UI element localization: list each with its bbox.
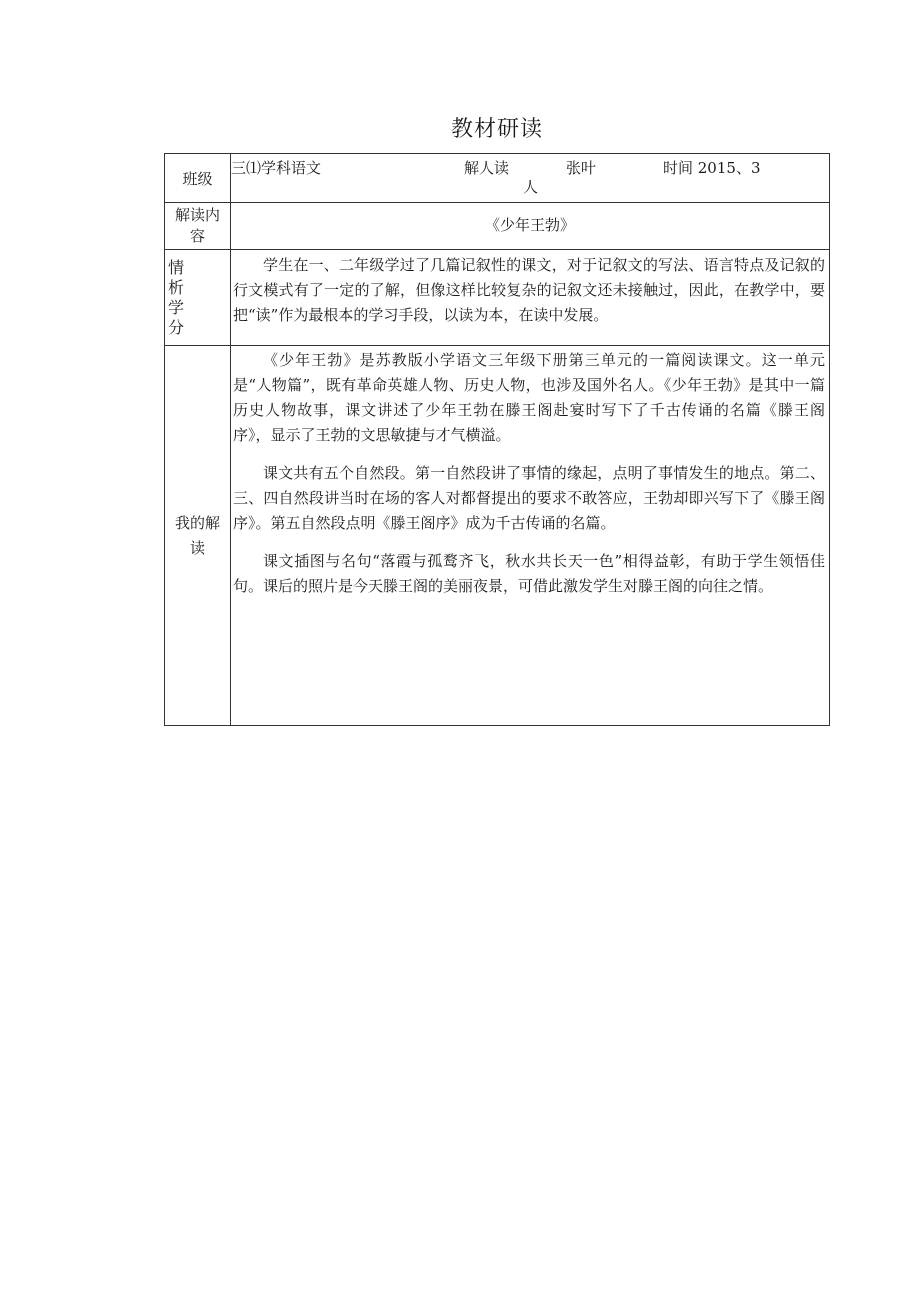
analysis-content [231, 250, 830, 346]
reading-content [231, 346, 830, 726]
reader-name: 张叶 [566, 159, 597, 177]
reading-label [165, 346, 231, 726]
analysis-label-char-1: 情 [168, 258, 185, 277]
reading-paragraph-2: 课文共有五个自然段。第一自然段讲了事情的缘起，点明了事情发生的地点。第二、三、四自然段讲当时在场的客人对都督提出的要求不敢答应，王勃却即兴写下了《滕王阁序》。第五自然段点明《滕王阁序》成为千古传诵的名篇。 [233, 464, 825, 532]
document-title: 教材研读 [450, 117, 543, 142]
class-label: 班级 [165, 154, 231, 203]
content-value: 《少年王勃》 [231, 203, 830, 250]
analysis-label-char-2: 析 [168, 278, 185, 297]
time-value: 时间 2015、3 [663, 159, 761, 177]
reading-paragraph-3: 课文插图与名句“落霞与孤鹜齐飞，秋水共长天一色”相得益彰，有助于学生领悟佳句。课后的照片是今天滕王阁的美丽夜景，可借此激发学生对滕王阁的向往之情。 [233, 552, 825, 595]
reading-label-line1: 我的解 [174, 513, 220, 532]
analysis-row [165, 250, 830, 346]
reading-row [165, 346, 830, 726]
content-label-line1: 解读内 [174, 206, 220, 224]
analysis-paragraph: 学生在一、二年级学过了几篇记叙性的课文，对于记叙文的写法、语言特点及记叙的行文模式有了一定的了解，但像这样比较复杂的记叙文还未接触过，因此，在教学中，要把“读”作为最根本的学习手段，以读为本，在读中发展。 [233, 256, 825, 324]
content-row [165, 203, 830, 250]
class-info-cell [231, 154, 830, 203]
content-label [165, 203, 231, 250]
class-subject-value: 三⑴学科语文 [231, 159, 322, 177]
analysis-label [165, 250, 231, 346]
analysis-label-char-4: 分 [168, 318, 185, 337]
content-label-line2: 容 [189, 227, 205, 245]
class-info-row [165, 154, 830, 203]
reader-label: 解人读 [464, 159, 510, 177]
analysis-label-char-3: 学 [168, 298, 185, 317]
reader-label-wrap: 人 [523, 178, 539, 196]
reading-label-line2: 读 [189, 538, 205, 557]
reading-paragraph-1: 《少年王勃》是苏教版小学语文三年级下册第三单元的一篇阅读课文。这一单元是“人物篇”，既有革命英雄人物、历史人物，也涉及国外名人。《少年王勃》是其中一篇历史人物故事，课文讲述了少年王勃在滕王阁赴宴时写下了千古传诵的名篇《滕王阁序》，显示了王勃的文思敏捷与才气横溢。 [233, 351, 825, 444]
reading-form-table [164, 153, 830, 726]
